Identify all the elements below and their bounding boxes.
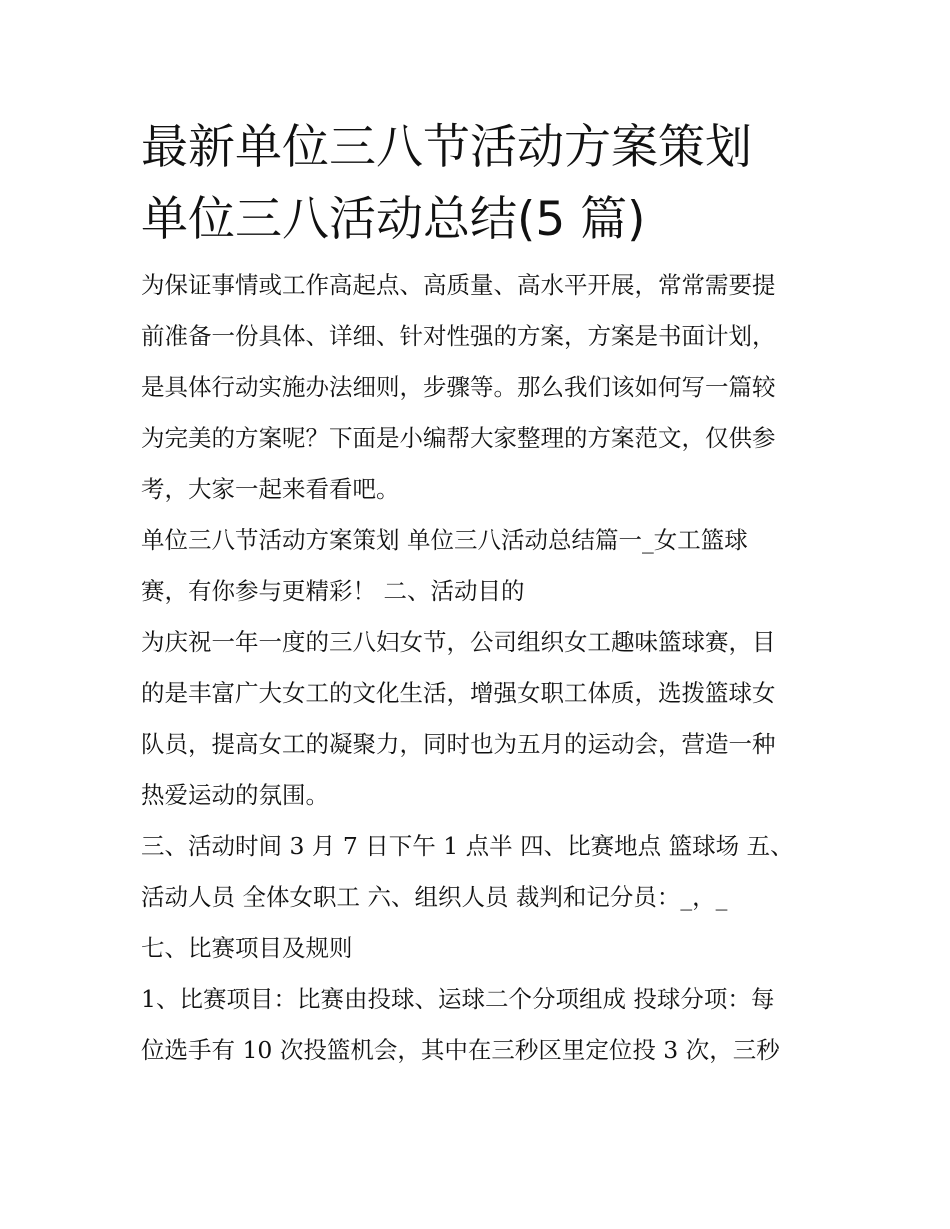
paragraph-line: 为保证事情或工作高起点、高质量、高水平开展，常常需要提 — [141, 271, 776, 299]
paragraph-line: 位选手有 10 次投篮机会，其中在三秒区里定位投 3 次，三秒 — [141, 1036, 780, 1064]
section-heading-paragraph — [141, 515, 821, 617]
paragraph-line: 热爱运动的氛围。 — [141, 781, 329, 809]
paragraph-line: 为庆祝一年一度的三八妇女节，公司组织女工趣味篮球赛，目 — [141, 628, 776, 656]
paragraph-line: 活动人员 全体女职工 六、组织人员 裁判和记分员：_，_ — [141, 883, 728, 911]
paragraph-line: 赛，有你参与更精彩！ 二、活动目的 — [141, 577, 525, 605]
paragraph-line: 前准备一份具体、详细、针对性强的方案，方案是书面计划， — [141, 322, 776, 350]
document-page — [141, 112, 821, 1076]
paragraph-line: 单位三八节活动方案策划 单位三八活动总结篇一_女工篮球 — [141, 526, 748, 554]
purpose-paragraph — [141, 617, 821, 821]
title-line-1: 最新单位三八节活动方案策划 — [141, 120, 752, 175]
rules-paragraph — [141, 974, 821, 1076]
paragraph-line: 的是丰富广大女工的文化生活，增强女职工体质，选拨篮球女 — [141, 679, 776, 707]
schedule-paragraph — [141, 821, 821, 974]
paragraph-line: 队员，提高女工的凝聚力，同时也为五月的运动会，营造一种 — [141, 730, 776, 758]
paragraph-line: 是具体行动实施办法细则，步骤等。那么我们该如何写一篇较 — [141, 373, 776, 401]
document-title — [141, 112, 821, 256]
paragraph-line: 三、活动时间 3 月 7 日下午 1 点半 四、比赛地点 篮球场 五、 — [141, 832, 794, 860]
paragraph-line: 1、比赛项目：比赛由投球、运球二个分项组成 投球分项：每 — [141, 985, 775, 1013]
intro-paragraph — [141, 260, 821, 515]
paragraph-line: 为完美的方案呢？下面是小编帮大家整理的方案范文，仅供参 — [141, 424, 776, 452]
title-line-2: 单位三八活动总结(5 篇) — [141, 192, 646, 247]
paragraph-line: 考，大家一起来看看吧。 — [141, 475, 400, 503]
paragraph-line: 七、比赛项目及规则 — [141, 934, 353, 962]
